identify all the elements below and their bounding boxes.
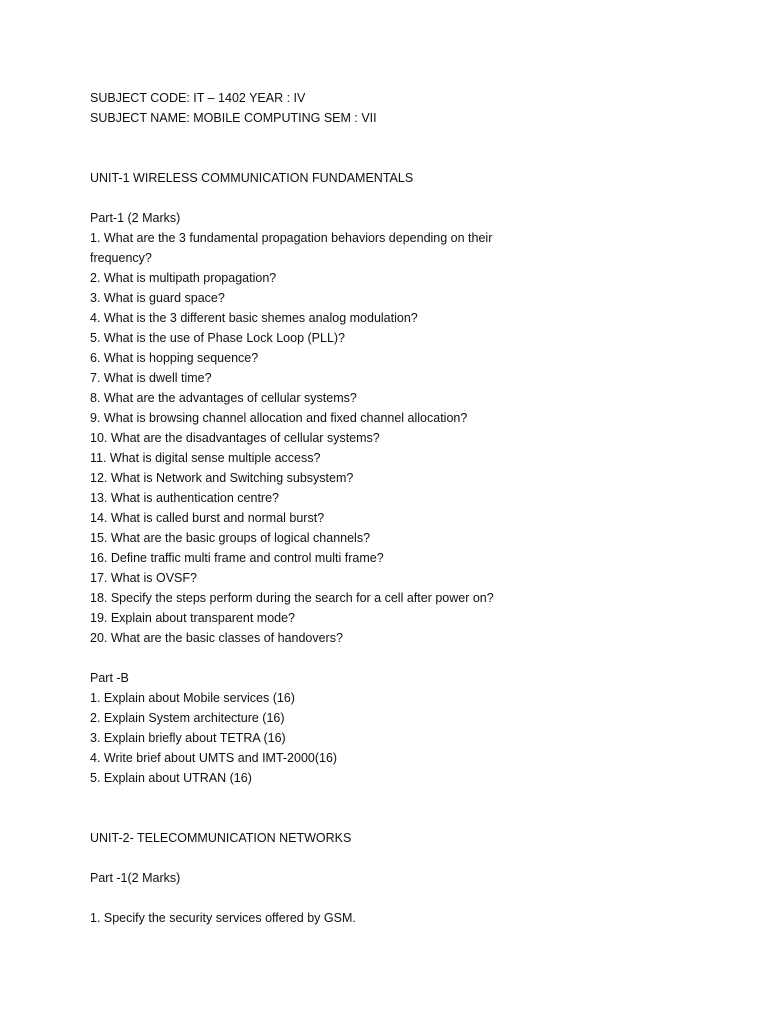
- question-line: 20. What are the basic classes of handovers?: [90, 631, 343, 645]
- question-line: 8. What are the advantages of cellular systems?: [90, 391, 357, 405]
- subject-name: SUBJECT NAME: MOBILE COMPUTING SEM : VII: [90, 111, 377, 125]
- spacer: [90, 788, 730, 808]
- question-line: 6. What is hopping sequence?: [90, 351, 259, 365]
- spacer: [90, 128, 730, 148]
- question-line: 15. What are the basic groups of logical channels?: [90, 531, 371, 545]
- question-line: 2. Explain System architecture (16): [90, 711, 285, 725]
- spacer: [90, 888, 730, 908]
- unit2-title: UNIT-2- TELECOMMUNICATION NETWORKS: [90, 831, 352, 845]
- question-line: 18. Specify the steps perform during the search for a cell after power on?: [90, 591, 494, 605]
- question-line: 5. What is the use of Phase Lock Loop (PLL)?: [90, 331, 346, 345]
- question-line: 11. What is digital sense multiple access?: [90, 451, 321, 465]
- question-line: 9. What is browsing channel allocation and fixed channel allocation?: [90, 411, 468, 425]
- question-line: 5. Explain about UTRAN (16): [90, 771, 252, 785]
- question-line: frequency?: [90, 251, 152, 265]
- spacer: [90, 148, 730, 168]
- question-line: 19. Explain about transparent mode?: [90, 611, 295, 625]
- question-line: 1. What are the 3 fundamental propagation behaviors depending on their: [90, 231, 493, 245]
- spacer: [90, 848, 730, 868]
- question-line: 7. What is dwell time?: [90, 371, 212, 385]
- question-line: 1. Specify the security services offered by GSM.: [90, 911, 356, 925]
- question-line: 17. What is OVSF?: [90, 571, 197, 585]
- question-line: 14. What is called burst and normal burst?: [90, 511, 325, 525]
- question-line: 13. What is authentication centre?: [90, 491, 280, 505]
- spacer: [90, 188, 730, 208]
- question-line: 10. What are the disadvantages of cellular systems?: [90, 431, 380, 445]
- subject-code: SUBJECT CODE: IT – 1402 YEAR : IV: [90, 91, 306, 105]
- question-line: 2. What is multipath propagation?: [90, 271, 277, 285]
- question-line: 16. Define traffic multi frame and control multi frame?: [90, 551, 384, 565]
- unit1-part-b-heading: Part -B: [90, 671, 129, 685]
- question-line: 3. Explain briefly about TETRA (16): [90, 731, 286, 745]
- unit1-title: UNIT-1 WIRELESS COMMUNICATION FUNDAMENTALS: [90, 171, 414, 185]
- question-line: 4. Write brief about UMTS and IMT-2000(16): [90, 751, 338, 765]
- question-line: 4. What is the 3 different basic shemes analog modulation?: [90, 311, 418, 325]
- question-line: 1. Explain about Mobile services (16): [90, 691, 295, 705]
- unit2-part-a-heading: Part -1(2 Marks): [90, 871, 181, 885]
- spacer: [90, 648, 730, 668]
- document-content: [90, 88, 730, 928]
- question-line: 12. What is Network and Switching subsystem?: [90, 471, 354, 485]
- question-line: 3. What is guard space?: [90, 291, 225, 305]
- unit1-part-a-heading: Part-1 (2 Marks): [90, 211, 181, 225]
- spacer: [90, 808, 730, 828]
